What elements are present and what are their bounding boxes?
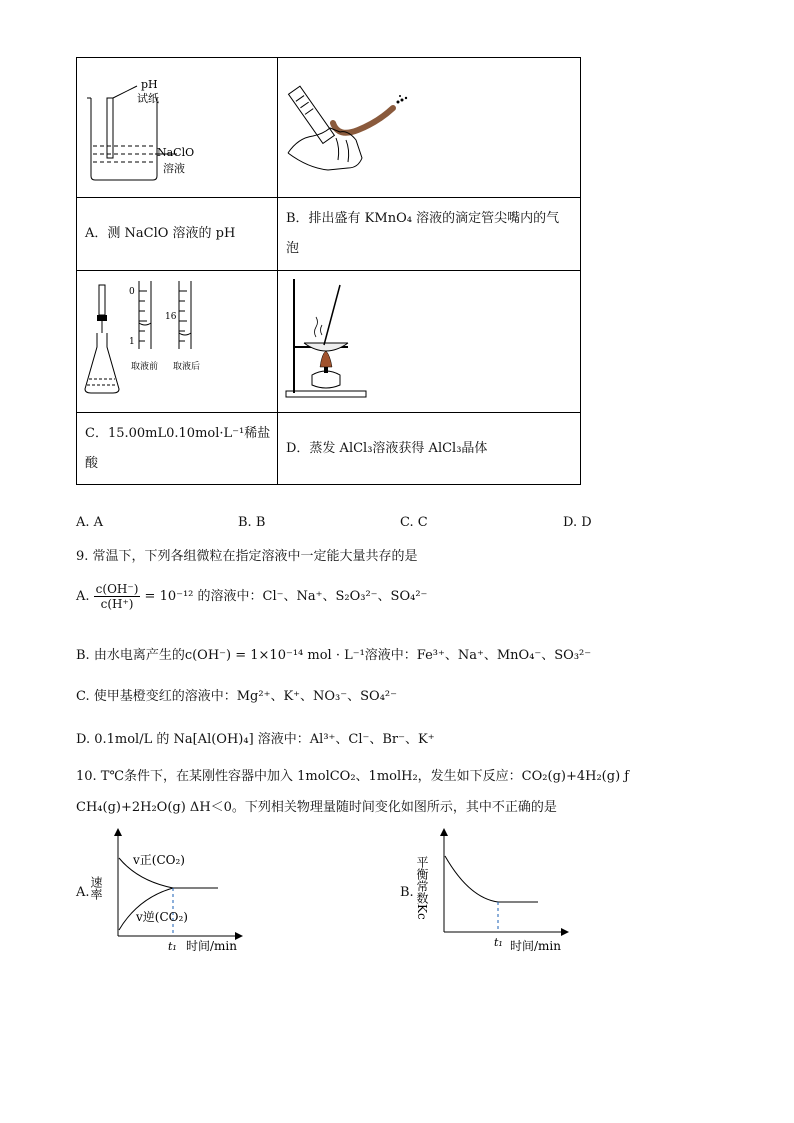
caption-c: [77, 413, 278, 485]
caption-c-line1: C．15.00mL0.10mol·L⁻¹稀盐: [85, 425, 271, 441]
q10-graph-b: [414, 826, 584, 954]
label-solution: 溶液: [163, 162, 185, 175]
cell-d-image: [278, 271, 581, 413]
label-after: 取液后: [173, 362, 201, 372]
q9-option-a[interactable]: [76, 582, 427, 611]
caption-d: [278, 413, 581, 485]
q8-option-a[interactable]: A. A: [76, 515, 104, 530]
graph-a-ylabel: 速率: [89, 876, 103, 900]
cell-a-image: [77, 58, 278, 198]
cell-b-image: [278, 58, 581, 198]
q9-option-d[interactable]: D. 0.1mol/L 的 Na[Al(OH)₄] 溶液中：Al³⁺、Cl⁻、Br⁻、K⁺: [76, 732, 435, 747]
scale1-top: 0: [129, 287, 135, 297]
q10-option-b-label[interactable]: B.: [400, 885, 414, 900]
ph-paper-beaker-figure: [77, 58, 277, 193]
curve-lower-label: v逆(CO₂): [136, 910, 188, 924]
graph-a-xlabel: 时间/min: [186, 939, 237, 953]
q8-option-b[interactable]: B. B: [238, 515, 266, 530]
q10-option-a-label[interactable]: A.: [76, 885, 90, 900]
label-paper: 试纸: [137, 92, 159, 105]
caption-d-text: D．蒸发 AlCl₃溶液获得 AlCl₃晶体: [286, 440, 488, 456]
q10-stem-line2: CH₄(g)+2H₂O(g) ΔH＜0。下列相关物理量随时间变化如图所示，其中不正确的是: [76, 800, 557, 815]
caption-b-line2: 泡: [286, 241, 300, 256]
q10-graph-a: [88, 826, 258, 954]
caption-a: [77, 198, 278, 271]
titration-flask-figure: [77, 271, 277, 408]
label-naclo: NaClO: [157, 146, 195, 159]
q9-option-a-label: A.: [76, 589, 90, 604]
evaporation-figure: [278, 271, 580, 408]
graph-b-xlabel: 时间/min: [510, 939, 561, 953]
fraction-numerator: c(OH⁻): [95, 582, 139, 596]
graph-b-xtick: t₁: [494, 936, 503, 949]
curve-upper-label: v正(CO₂): [133, 853, 185, 867]
fraction-denominator: c(H⁺): [100, 597, 134, 611]
q9-option-c[interactable]: C. 使甲基橙变红的溶液中：Mg²⁺、K⁺、NO₃⁻、SO₄²⁻: [76, 689, 397, 704]
q9-option-a-text: = 10⁻¹² 的溶液中：Cl⁻、Na⁺、S₂O₃²⁻、SO₄²⁻: [144, 589, 428, 604]
caption-a-text: A．测 NaClO 溶液的 pH: [85, 226, 236, 241]
caption-c-line2: 酸: [85, 455, 99, 471]
experiment-table: [76, 57, 581, 485]
scale2-bot: 16: [165, 312, 177, 322]
cell-c-image: [77, 271, 278, 413]
caption-b: [278, 198, 581, 271]
caption-b-line1: B．排出盛有 KMnO₄ 溶液的滴定管尖嘴内的气: [286, 211, 560, 226]
label-before: 取液前: [131, 362, 159, 372]
q9-option-a-fraction: [94, 582, 141, 611]
scale1-bot: 1: [129, 337, 135, 347]
burette-bubble-figure: [278, 58, 580, 193]
graph-a-xtick: t₁: [168, 940, 177, 953]
q8-option-d[interactable]: D. D: [563, 515, 592, 530]
label-ph: pH: [141, 78, 158, 91]
q8-option-c[interactable]: C. C: [400, 515, 428, 530]
q10-stem-line1: 10. T℃条件下，在某刚性容器中加入 1molCO₂、1molH₂，发生如下反应：CO₂(g)+4H₂(g) ƒ: [76, 769, 630, 784]
graph-b-ylabel: 平衡常数Kc: [415, 856, 429, 920]
q9-stem: 9. 常温下，下列各组微粒在指定溶液中一定能大量共存的是: [76, 549, 418, 564]
q9-option-b[interactable]: B. 由水电离产生的c(OH⁻) = 1×10⁻¹⁴ mol · L⁻¹溶液中：Fe³⁺、Na⁺、MnO₄⁻、SO₃²⁻: [76, 648, 592, 663]
